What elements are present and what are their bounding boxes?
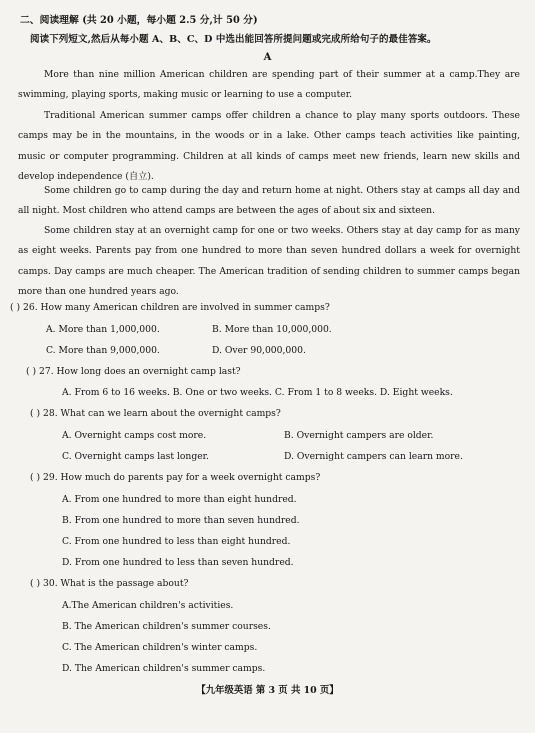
- options-27[interactable]: A. From 6 to 16 weeks. B. One or two weeks. C. From 1 to 8 weeks. D. Eight weeks.: [62, 387, 453, 398]
- option-26-b[interactable]: B. More than 10,000,000.: [212, 324, 332, 335]
- passage-paragraph-1: [18, 65, 520, 106]
- paragraph-text: Traditional American summer camps offer children a chance to play many sports outdoors. These camps may be in the mountains, in the woods or in a lake. Other camps teach activities like painting, music or computer programming. Children at all kinds of camps meet new friends, learn new skills and develop independence (自立).: [18, 110, 520, 183]
- question-27: [26, 366, 241, 377]
- question-29: [30, 472, 320, 483]
- answer-bracket[interactable]: ( ): [10, 302, 21, 313]
- question-text: 27. How long does an overnight camp last?: [39, 366, 241, 377]
- option-30-c[interactable]: C. The American children's winter camps.: [62, 642, 258, 653]
- option-29-c[interactable]: C. From one hundred to less than eight hundred.: [62, 536, 291, 547]
- passage-paragraph-4: [18, 221, 520, 303]
- question-text: 29. How much do parents pay for a week overnight camps?: [43, 472, 321, 483]
- option-26-d[interactable]: D. Over 90,000,000.: [212, 345, 306, 356]
- option-28-d[interactable]: D. Overnight campers can learn more.: [284, 451, 463, 462]
- question-30: [30, 578, 188, 589]
- passage-paragraph-2: [18, 106, 520, 188]
- section-instruction: 阅读下列短文,然后从每小题 A、B、C、D 中选出能回答所提问题或完成所给句子的最佳答案。: [30, 34, 437, 45]
- answer-bracket[interactable]: ( ): [30, 408, 41, 419]
- passage-paragraph-3: [18, 181, 520, 222]
- page-footer: 【九年级英语 第 3 页 共 10 页】: [196, 685, 339, 696]
- paragraph-text: More than nine million American children are spending part of their summer at a camp.They are swimming, playing sports, making music or learning to use a computer.: [18, 69, 520, 101]
- answer-bracket[interactable]: ( ): [30, 472, 41, 483]
- paragraph-text: Some children go to camp during the day and return home at night. Others stay at camps all day and all night. Most children who attend camps are between the ages of about six and sixteen.: [18, 185, 520, 217]
- answer-bracket[interactable]: ( ): [26, 366, 37, 377]
- option-28-b[interactable]: B. Overnight campers are older.: [284, 430, 434, 441]
- option-29-d[interactable]: D. From one hundred to less than seven hundred.: [62, 557, 294, 568]
- passage-label: A: [263, 52, 272, 63]
- option-28-c[interactable]: C. Overnight camps last longer.: [62, 451, 209, 462]
- option-30-a[interactable]: A.The American children's activities.: [62, 600, 234, 611]
- option-26-c[interactable]: C. More than 9,000,000.: [46, 345, 160, 356]
- question-text: 26. How many American children are involved in summer camps?: [23, 302, 330, 313]
- question-text: 28. What can we learn about the overnight camps?: [43, 408, 281, 419]
- section-title: 二、阅读理解 (共 20 小题，每小题 2.5 分,计 50 分): [20, 15, 258, 26]
- option-29-a[interactable]: A. From one hundred to more than eight hundred.: [62, 494, 297, 505]
- option-28-a[interactable]: A. Overnight camps cost more.: [62, 430, 207, 441]
- question-28: [30, 408, 281, 419]
- option-29-b[interactable]: B. From one hundred to more than seven hundred.: [62, 515, 300, 526]
- option-26-a[interactable]: A. More than 1,000,000.: [46, 324, 160, 335]
- question-26: [10, 302, 330, 313]
- answer-bracket[interactable]: ( ): [30, 578, 41, 589]
- question-text: 30. What is the passage about?: [43, 578, 189, 589]
- option-30-b[interactable]: B. The American children's summer courses.: [62, 621, 271, 632]
- option-30-d[interactable]: D. The American children's summer camps.: [62, 663, 266, 674]
- paragraph-text: Some children stay at an overnight camp for one or two weeks. Others stay at day camp for as many as eight weeks. Parents pay from one hundred to more than seven hundred dollars a week for overnight camps. Day camps are much cheaper. The American tradition of sending children to summer camps began more than one hundred years ago.: [18, 225, 520, 298]
